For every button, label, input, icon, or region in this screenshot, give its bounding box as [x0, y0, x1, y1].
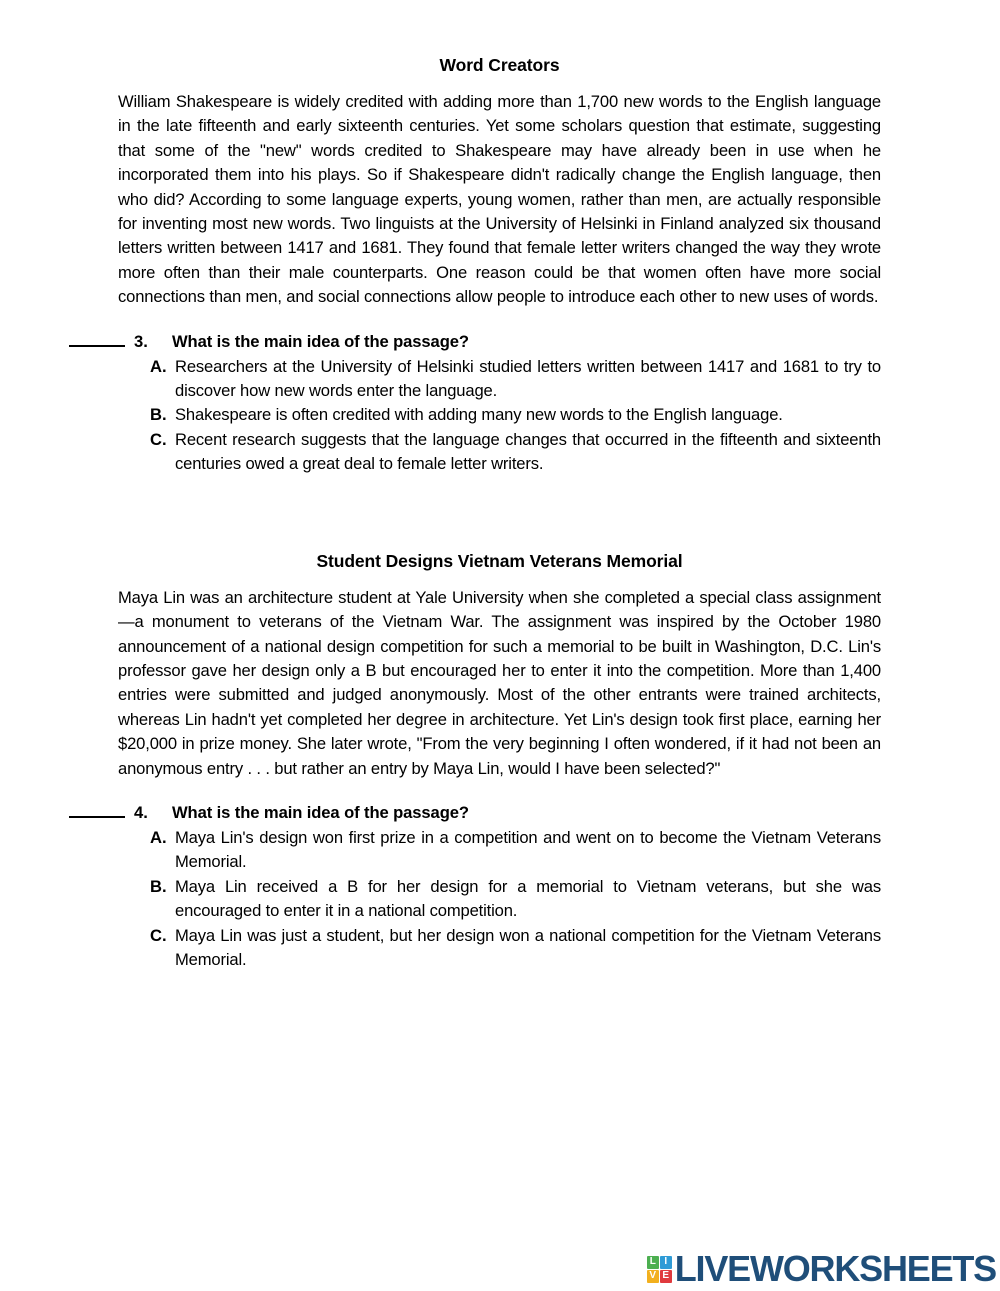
option-letter-3-a: A.: [150, 356, 167, 376]
question-number-4: 4.: [134, 802, 148, 822]
question-text-4: What is the main idea of the passage?: [172, 802, 469, 822]
options-list-3: [118, 355, 881, 477]
liveworksheets-logo[interactable]: [647, 1248, 996, 1289]
worksheet-content: [118, 55, 881, 972]
option-letter-4-a: A.: [150, 827, 167, 847]
option-text-4-b: Maya Lin received a B for her design for a memorial to Vietnam veterans, but she was encouraged to enter it in a national competition.: [175, 876, 881, 921]
option-text-3-b: Shakespeare is often credited with adding many new words to the English language.: [175, 405, 783, 425]
question-row-4: [118, 801, 881, 825]
answer-blank-3[interactable]: [69, 332, 125, 347]
live-tiles-icon: [647, 1256, 672, 1283]
answer-blank-4[interactable]: [69, 803, 125, 818]
question-number-3: 3.: [134, 331, 148, 351]
option-4-b[interactable]: [118, 875, 881, 924]
option-4-c[interactable]: [118, 924, 881, 973]
logo-tile-l: L: [647, 1256, 659, 1269]
option-3-b[interactable]: [118, 403, 881, 427]
option-4-a[interactable]: [118, 826, 881, 875]
options-list-4: [118, 826, 881, 972]
logo-tile-v: V: [647, 1270, 659, 1283]
option-text-3-a: Researchers at the University of Helsinki studied letters written between 1417 and 1681 to try to discover how new words enter the language.: [175, 356, 881, 401]
logo-wordmark: LIVEWORKSHEETS: [674, 1248, 996, 1289]
passage-section-1: [118, 55, 881, 477]
section-divider-gap: [118, 477, 881, 551]
logo-tile-i: I: [660, 1256, 672, 1269]
question-block-4: [118, 801, 881, 972]
option-text-4-a: Maya Lin's design won first prize in a competition and went on to become the Vietnam Veterans Memorial.: [175, 827, 881, 872]
question-row-3: [118, 330, 881, 354]
option-letter-3-c: C.: [150, 429, 167, 449]
option-letter-4-c: C.: [150, 925, 167, 945]
option-letter-3-b: B.: [150, 405, 167, 425]
passage-title-2: Student Designs Vietnam Veterans Memorial: [316, 550, 683, 571]
passage-body-2: Maya Lin was an architecture student at Yale University when she completed a special class assignment—a monument to veterans of the Vietnam War. The assignment was inspired by the October 1980 announcement of a national design competition for such a memorial to be built in Washington, D.C. Lin's professor gave her design only a B but encouraged her to enter it into the competition. More than 1,400 entries were submitted and judged anonymously. Most of the other entrants were trained architects, whereas Lin hadn't yet completed her degree in architecture. Yet Lin's design took first place, earning her $20,000 in prize money. She later wrote, "From the very beginning I often wondered, if it had not been an anonymous entry . . . but rather an entry by Maya Lin, would I have been selected?": [118, 587, 881, 778]
option-text-4-c: Maya Lin was just a student, but her design won a national competition for the Vietnam Veterans Memorial.: [175, 925, 881, 969]
passage-title-1: Word Creators: [439, 55, 560, 75]
option-text-3-c: Recent research suggests that the language changes that occurred in the fifteenth and sixteenth centuries owed a great deal to female letter writers.: [175, 429, 881, 474]
option-3-a[interactable]: [118, 355, 881, 404]
option-letter-4-b: B.: [150, 876, 167, 896]
question-block-3: [118, 330, 881, 477]
question-text-3: What is the main idea of the passage?: [172, 331, 469, 351]
option-3-c[interactable]: [118, 428, 881, 477]
passage-section-2: [118, 551, 881, 973]
logo-tile-e: E: [660, 1270, 672, 1283]
passage-body-1: William Shakespeare is widely credited with adding more than 1,700 new words to the English language in the late fifteenth and early sixteenth centuries. Yet some scholars question that estimate, suggesting that some of the "new" words credited to Shakespeare may have already been in use when he incorporated them into his plays. So if Shakespeare didn't radically change the English language, then who did? According to some language experts, young women, rather than men, are actually responsible for inventing most new words. Two linguists at the University of Helsinki in Finland analyzed six thousand letters written between 1417 and 1681. They found that female letter writers changed the way they wrote more often than their male counterparts. One reason could be that women often have more social connections than men, and social connections allow people to introduce each other to new uses of words.: [118, 92, 881, 307]
